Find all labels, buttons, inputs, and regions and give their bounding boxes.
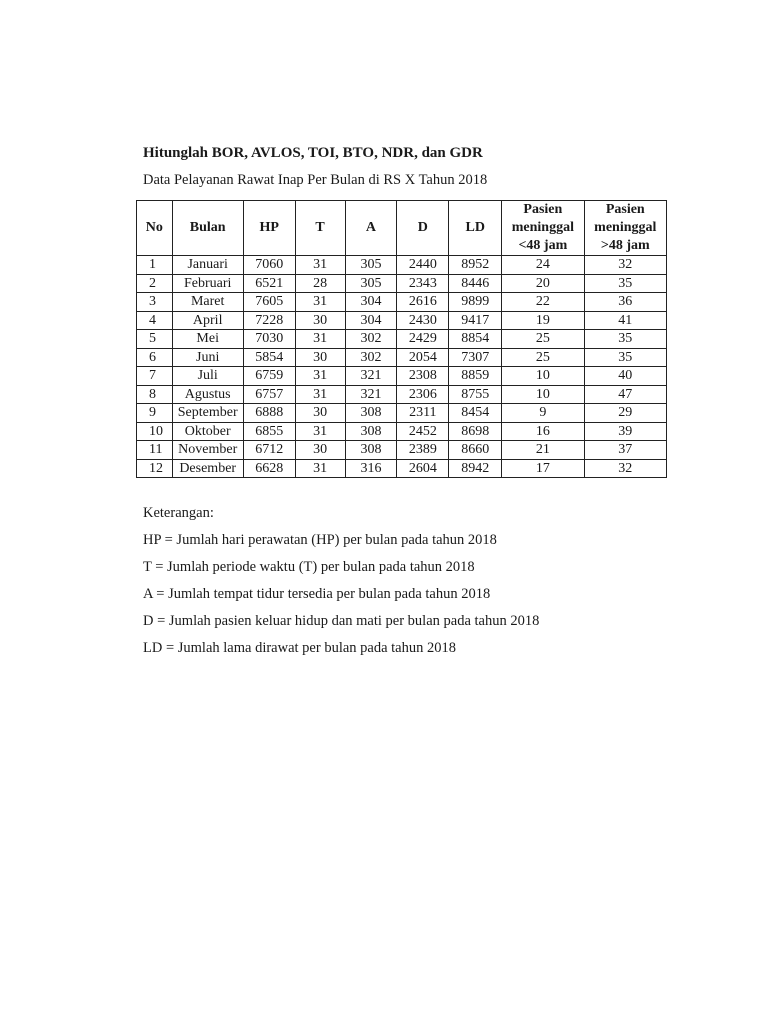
table-cell: 47 [584, 385, 666, 404]
notes-heading: Keterangan: [143, 505, 214, 521]
table-cell: 9 [137, 404, 173, 423]
table-cell: 9899 [449, 293, 502, 312]
table-cell: 10 [137, 422, 173, 441]
table-header-row [137, 201, 667, 256]
table-cell: 6757 [243, 385, 295, 404]
table-cell: April [172, 311, 243, 330]
table-cell: Juni [172, 348, 243, 367]
note-line: T = Jumlah periode waktu (T) per bulan pada tahun 2018 [143, 559, 475, 575]
table-cell: 31 [295, 293, 345, 312]
table-cell: 30 [295, 404, 345, 423]
note-line: LD = Jumlah lama dirawat per bulan pada tahun 2018 [143, 640, 456, 656]
table-row [137, 348, 667, 367]
table-cell: 304 [345, 293, 397, 312]
table-cell: 302 [345, 348, 397, 367]
table-cell: 5 [137, 330, 173, 349]
table-cell: Januari [172, 256, 243, 275]
table-cell: 6 [137, 348, 173, 367]
table-cell: 29 [584, 404, 666, 423]
table-cell: 8859 [449, 367, 502, 386]
table-cell: 8 [137, 385, 173, 404]
table-cell: 1 [137, 256, 173, 275]
note-line: D = Jumlah pasien keluar hidup dan mati per bulan pada tahun 2018 [143, 613, 540, 629]
table-cell: 35 [584, 348, 666, 367]
table-cell: 8942 [449, 459, 502, 478]
table-cell: 6888 [243, 404, 295, 423]
table-cell: 10 [502, 385, 584, 404]
table-cell: 8446 [449, 274, 502, 293]
table-cell: 28 [295, 274, 345, 293]
table-cell: 30 [295, 441, 345, 460]
table-cell: 8698 [449, 422, 502, 441]
table-cell: 2616 [397, 293, 449, 312]
table-cell: 19 [502, 311, 584, 330]
table-cell: 24 [502, 256, 584, 275]
table-cell: Desember [172, 459, 243, 478]
table-cell: 8454 [449, 404, 502, 423]
note-line: A = Jumlah tempat tidur tersedia per bulan pada tahun 2018 [143, 586, 491, 602]
table-cell: 2343 [397, 274, 449, 293]
table-body [137, 256, 667, 478]
table-cell: Februari [172, 274, 243, 293]
table-cell: 2306 [397, 385, 449, 404]
column-header: No [137, 201, 173, 256]
table-cell: 7 [137, 367, 173, 386]
table-row [137, 367, 667, 386]
table-cell: 321 [345, 367, 397, 386]
table-cell: 31 [295, 385, 345, 404]
column-header: Pasien meninggal >48 jam [584, 201, 666, 256]
column-header: T [295, 201, 345, 256]
table-cell: 31 [295, 330, 345, 349]
column-header: Pasien meninggal <48 jam [502, 201, 584, 256]
table-row [137, 330, 667, 349]
table-cell: 7307 [449, 348, 502, 367]
table-cell: September [172, 404, 243, 423]
notes-section [143, 503, 539, 665]
table-cell: 3 [137, 293, 173, 312]
table-cell: Maret [172, 293, 243, 312]
table-cell: Oktober [172, 422, 243, 441]
table-cell: 308 [345, 422, 397, 441]
table-cell: 32 [584, 256, 666, 275]
table-row [137, 293, 667, 312]
table-cell: 2311 [397, 404, 449, 423]
table-cell: 7228 [243, 311, 295, 330]
table-cell: 302 [345, 330, 397, 349]
table-cell: 40 [584, 367, 666, 386]
column-header: A [345, 201, 397, 256]
table-row [137, 441, 667, 460]
table-cell: 7060 [243, 256, 295, 275]
table-cell: 11 [137, 441, 173, 460]
table-cell: 8755 [449, 385, 502, 404]
table-cell: 7605 [243, 293, 295, 312]
table-cell: 30 [295, 311, 345, 330]
table-cell: 25 [502, 348, 584, 367]
table-cell: 321 [345, 385, 397, 404]
table-cell: 35 [584, 330, 666, 349]
table-cell: 16 [502, 422, 584, 441]
table-row [137, 311, 667, 330]
table-cell: 12 [137, 459, 173, 478]
column-header: HP [243, 201, 295, 256]
page-title: Hitunglah BOR, AVLOS, TOI, BTO, NDR, dan GDR [143, 145, 483, 161]
table-cell: 308 [345, 441, 397, 460]
table-cell: 31 [295, 422, 345, 441]
table-cell: 305 [345, 274, 397, 293]
note-line: HP = Jumlah hari perawatan (HP) per bulan pada tahun 2018 [143, 532, 497, 548]
table-row [137, 385, 667, 404]
column-header: Bulan [172, 201, 243, 256]
table-cell: Agustus [172, 385, 243, 404]
table-cell: 6521 [243, 274, 295, 293]
table-cell: 9 [502, 404, 584, 423]
table-cell: 2440 [397, 256, 449, 275]
table-cell: 316 [345, 459, 397, 478]
table-row [137, 459, 667, 478]
table-cell: 6855 [243, 422, 295, 441]
table-cell: 39 [584, 422, 666, 441]
table-cell: 8660 [449, 441, 502, 460]
table-cell: 31 [295, 367, 345, 386]
table-cell: 36 [584, 293, 666, 312]
table-cell: November [172, 441, 243, 460]
table-cell: 5854 [243, 348, 295, 367]
table-cell: 41 [584, 311, 666, 330]
table-cell: 4 [137, 311, 173, 330]
table-cell: 22 [502, 293, 584, 312]
column-header: D [397, 201, 449, 256]
table-cell: 10 [502, 367, 584, 386]
table-cell: 2054 [397, 348, 449, 367]
table-cell: 20 [502, 274, 584, 293]
data-table [136, 200, 667, 478]
table-cell: 2 [137, 274, 173, 293]
table-cell: 6628 [243, 459, 295, 478]
table-cell: 21 [502, 441, 584, 460]
table-cell: 305 [345, 256, 397, 275]
table-caption: Data Pelayanan Rawat Inap Per Bulan di RS X Tahun 2018 [143, 172, 488, 188]
table-cell: 6712 [243, 441, 295, 460]
table-cell: 35 [584, 274, 666, 293]
table-cell: 32 [584, 459, 666, 478]
table-cell: 6759 [243, 367, 295, 386]
table-cell: 31 [295, 256, 345, 275]
table-cell: 2389 [397, 441, 449, 460]
table-cell: Mei [172, 330, 243, 349]
table-cell: 2429 [397, 330, 449, 349]
table-row [137, 274, 667, 293]
table-cell: 308 [345, 404, 397, 423]
table-row [137, 256, 667, 275]
table-cell: 2452 [397, 422, 449, 441]
table-cell: 31 [295, 459, 345, 478]
table-cell: 2430 [397, 311, 449, 330]
table-row [137, 404, 667, 423]
table-row [137, 422, 667, 441]
table-cell: 8952 [449, 256, 502, 275]
table-cell: 2308 [397, 367, 449, 386]
table-cell: 17 [502, 459, 584, 478]
table-cell: 9417 [449, 311, 502, 330]
table-cell: 8854 [449, 330, 502, 349]
table-cell: 30 [295, 348, 345, 367]
table-cell: 7030 [243, 330, 295, 349]
table-cell: 25 [502, 330, 584, 349]
table-cell: 304 [345, 311, 397, 330]
table-cell: 37 [584, 441, 666, 460]
column-header: LD [449, 201, 502, 256]
table-cell: 2604 [397, 459, 449, 478]
table-cell: Juli [172, 367, 243, 386]
